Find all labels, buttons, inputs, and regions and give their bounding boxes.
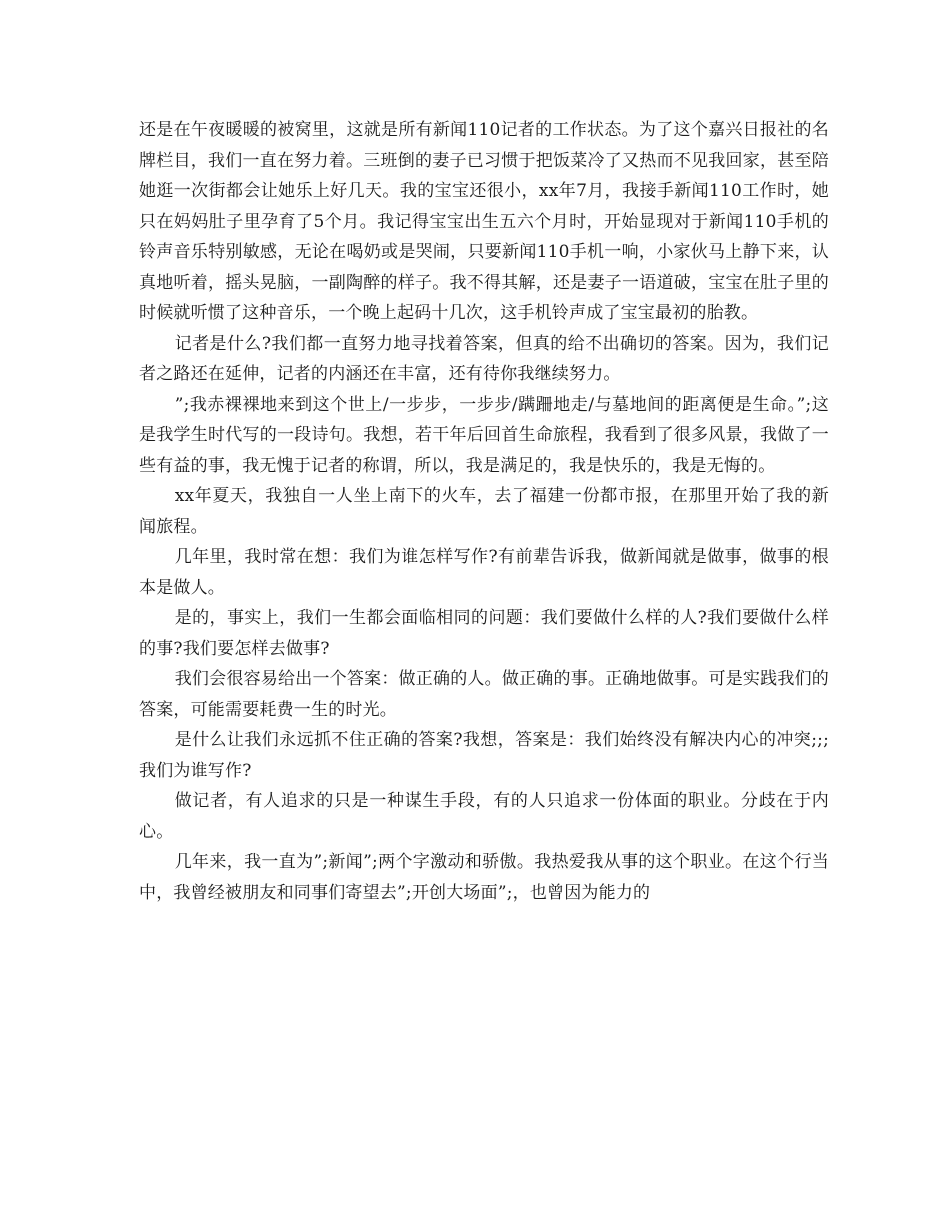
- paragraph: 还是在午夜暖暖的被窝里，这就是所有新闻110记者的工作状态。为了这个嘉兴日报社的名牌栏目，我们一直在努力着。三班倒的妻子已习惯于把饭菜冷了又热而不见我回家，甚至陪她逛一次街都会让她乐上好几天。我的宝宝还很小，xx年7月，我接手新闻110工作时，她只在妈妈肚子里孕育了5个月。我记得宝宝出生五六个月时，开始显现对于新闻110手机的铃声音乐特别敏感，无论在喝奶或是哭闹，只要新闻110手机一响，小家伙马上静下来，认真地听着，摇头晃脑，一副陶醉的样子。我不得其解，还是妻子一语道破，宝宝在肚子里的时候就听惯了这种音乐，一个晚上起码十几次，这手机铃声成了宝宝最初的胎教。: [139, 120, 829, 323]
- paragraph: 是的，事实上，我们一生都会面临相同的问题：我们要做什么样的人?我们要做什么样的事?我们要怎样去做事?: [139, 608, 829, 659]
- paragraph: 几年来，我一直为”;新闻”;两个字激动和骄傲。我热爱我从事的这个职业。在这个行当中，我曾经被朋友和同事们寄望去”;开创大场面”;，也曾因为能力的: [139, 852, 829, 903]
- paragraph: 记者是什么?我们都一直努力地寻找着答案，但真的给不出确切的答案。因为，我们记者之路还在延伸，记者的内涵还在丰富，还有待你我继续努力。: [139, 333, 829, 384]
- paragraph: xx年夏天，我独自一人坐上南下的火车，去了福建一份都市报，在那里开始了我的新闻旅程。: [139, 486, 829, 537]
- document-body: [139, 115, 829, 908]
- paragraph: 几年里，我时常在想：我们为谁怎样写作?有前辈告诉我，做新闻就是做事，做事的根本是做人。: [139, 547, 829, 598]
- paragraph: 我们会很容易给出一个答案：做正确的人。做正确的事。正确地做事。可是实践我们的答案，可能需要耗费一生的时光。: [139, 669, 829, 720]
- paragraph: ”;我赤裸裸地来到这个世上/一步步，一步步/蹒跚地走/与墓地间的距离便是生命。”;这是我学生时代写的一段诗句。我想，若干年后回首生命旅程，我看到了很多风景，我做了一些有益的事，我无愧于记者的称谓，所以，我是满足的，我是快乐的，我是无悔的。: [139, 394, 829, 476]
- paragraph: 是什么让我们永远抓不住正确的答案?我想，答案是：我们始终没有解决内心的冲突;;;我们为谁写作?: [139, 730, 829, 781]
- paragraph: 做记者，有人追求的只是一种谋生手段，有的人只追求一份体面的职业。分歧在于内心。: [139, 791, 829, 842]
